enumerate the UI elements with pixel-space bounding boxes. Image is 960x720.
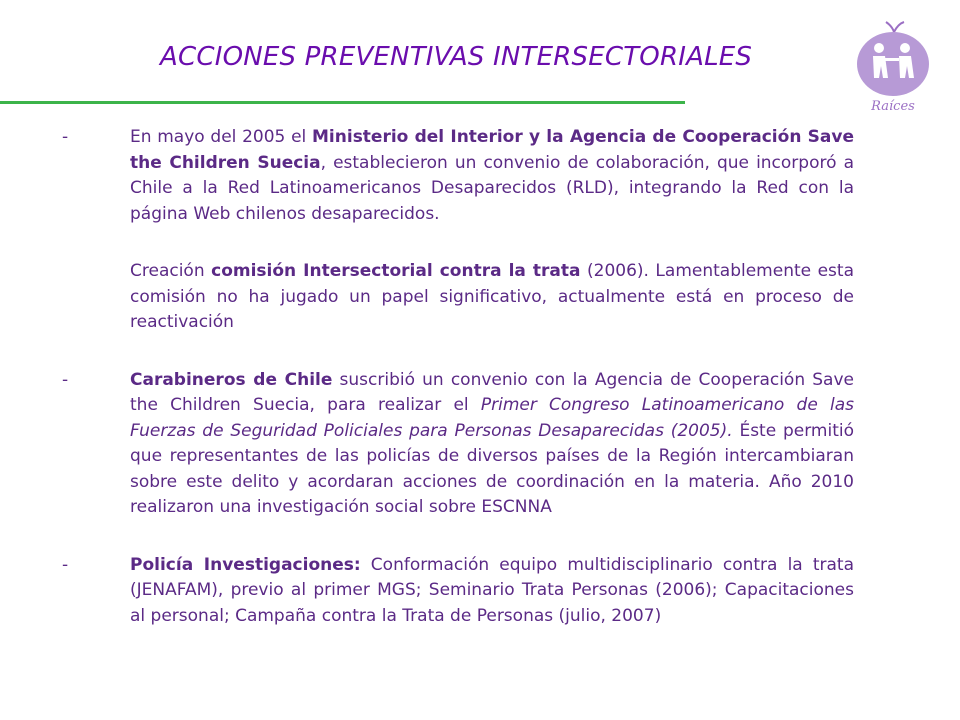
bold-segment: Policía Investigaciones: — [130, 554, 361, 575]
bullet-dash: - — [62, 127, 69, 147]
bullet-dash: - — [62, 369, 69, 390]
bold-segment: comisión Intersectorial contra la trata — [211, 261, 581, 281]
text-segment: En mayo del 2005 el — [130, 127, 313, 147]
text-segment: (2006). Lamentablemente esta comisión no ha jugado un papel significativo, actualmente está en proceso de reactivación — [130, 261, 854, 332]
bullet-dash: - — [62, 554, 69, 575]
text-segment: Éste permitió que representantes de las policías de diversos países de la Región intercambiaran sobre este delito y acordaran acciones de coordinación en la materia. Año 2010 realizaron una investigación social sobre ESCNNA — [130, 420, 854, 517]
bullet-dash — [62, 259, 130, 336]
slide-title: ACCIONES PREVENTIVAS INTERSECTORIALES — [160, 42, 753, 72]
bold-segment: Carabineros de Chile — [130, 369, 333, 390]
text-segment: Conformación equipo multidisciplinario contra la trata (JENAFAM), previo al primer MGS; Seminario Trata Personas (2006); Capacitaciones al personal; Campaña contra la Trata de Personas (julio, 2007) — [130, 554, 854, 626]
paragraph-3 — [62, 368, 854, 521]
paragraph-1 — [62, 125, 854, 227]
paragraph-4 — [62, 553, 854, 630]
text-segment: suscribió un convenio con la Agencia de Cooperación Save the Children Suecia, para realizar el — [130, 369, 854, 415]
paragraph-2 — [62, 259, 854, 336]
italic-segment: Primer Congreso Latinoamericano de las Fuerzas de Seguridad Policiales para Personas Desaparecidas (2005). — [130, 395, 854, 441]
logo-label: Raíces — [871, 99, 915, 114]
text-segment: Creación — [130, 261, 212, 281]
raices-children-logo-icon — [852, 18, 934, 114]
content-body — [62, 125, 854, 629]
text-segment: , establecieron un convenio de colaboración, que incorporó a Chile a la Red Latinoamericanos Desaparecidos (RLD), integrando la Red con la página Web chilenos desaparecidos. — [130, 152, 854, 224]
bold-segment: Ministerio del Interior y la Agencia de Cooperación Save the Children Suecia — [130, 127, 854, 173]
title-underline — [0, 101, 685, 104]
